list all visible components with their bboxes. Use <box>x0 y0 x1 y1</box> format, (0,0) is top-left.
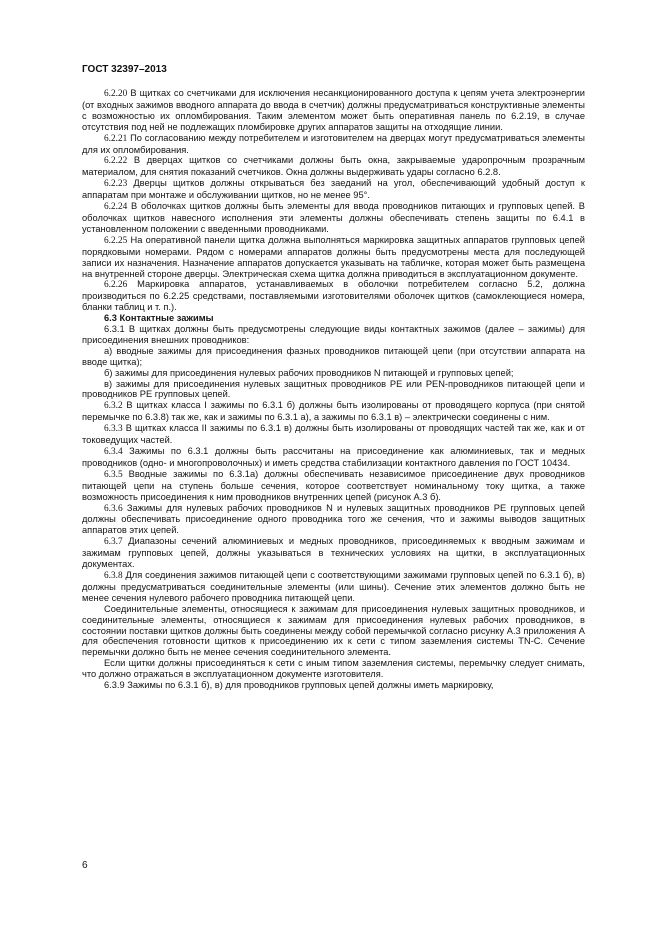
clause-number: 6.3.2 <box>104 401 123 412</box>
paragraph <box>82 279 585 313</box>
clause-number: 6.2.24 <box>104 202 128 213</box>
clause-number: 6.3.7 <box>104 537 123 548</box>
paragraph <box>82 536 585 570</box>
clause-number: 6.3.6 <box>104 503 123 514</box>
paragraph <box>82 604 585 659</box>
clause-number: 6.3.4 <box>104 447 123 457</box>
paragraph <box>82 469 585 503</box>
paragraph-text: Дверцы щитков должны открываться без заеданий на угол, обеспечивающий удобный доступ к аппаратам при монтаже и обслуживании щитков, но не менее 95°. <box>82 178 585 201</box>
document-header: ГОСТ 32397–2013 <box>82 64 167 75</box>
paragraph <box>82 133 585 156</box>
paragraph-text: Зажимы для нулевых рабочих проводников N и нулевых защитных проводников PE групповых цепей должны обеспечивать присоединение одного проводника того же сечения, что и зажимы выводов защитных аппаратов этих цепей. <box>82 502 585 536</box>
paragraph-text: Диапазоны сечений алюминиевых и медных проводников, присоединяемых к вводным зажимам и зажимам групповых цепей, должны указываться в технических условиях на щитки, в эксплуатационных документах. <box>82 536 585 570</box>
paragraph-text: в) зажимы для присоединения нулевых защитных проводников PE или PEN-проводников питающей цепи и проводников PE групповых цепей. <box>82 378 585 400</box>
paragraph <box>82 379 585 401</box>
clause-number: 6.2.25 <box>104 235 128 246</box>
paragraph <box>82 155 585 178</box>
clause-number: 6.2.26 <box>104 280 128 291</box>
paragraph-text: В щитках класса II зажимы по 6.3.1 в) должны быть изолированы от проводящих частей так же, как и от токоведущих частей. <box>82 423 585 446</box>
page-number: 6 <box>82 860 88 871</box>
paragraph <box>82 503 585 537</box>
paragraph-text: В дверцах щитков со счетчиками должны быть окна, закрываемые ударопрочным прозрачным материалом, для снятия показаний счетчиков. Окна должны выдерживать удары согласно 6.2.8. <box>82 155 585 178</box>
clause-number: 6.2.20 <box>104 89 128 99</box>
clause-number: 6.3.5 <box>104 469 123 480</box>
clause-number: 6.2.23 <box>104 179 128 190</box>
paragraph <box>82 88 585 133</box>
paragraph-text: Зажимы по 6.3.1 должны быть рассчитаны на присоединение как алюминиевых, так и медных проводников (одно- и многопроволочных) и иметь средства стабилизации контактного давления по ГОСТ 10434. <box>82 446 585 468</box>
clause-number: 6.2.22 <box>104 156 128 167</box>
paragraph <box>82 346 585 368</box>
paragraph-text: В щитках со счетчиками для исключения несанкционированного доступа к цепям учета электроэнергии (от входных зажимов вводного аппарата до ввода в счетчик) должны предусматриваться конструктивные элементы с возможностью их опломбирования. Таким элементом может быть оперативная панель по 6.2.19, в случае отсутствия под ней не подлежащих пломбировке других аппаратов защиты на отходящие линии. <box>82 88 585 132</box>
paragraph-text: Для соединения зажимов питающей цепи с соответствующими зажимами групповых цепей по 6.3.1 б), в) должны предусматриваться соединительные элементы (или шины). Сечение этих элементов должно быть не менее сечения нулевого рабочего проводника питающей цепи. <box>82 569 585 603</box>
clause-number: 6.2.21 <box>104 133 128 144</box>
paragraph <box>82 680 585 691</box>
paragraph <box>82 400 585 423</box>
paragraph-text: Вводные зажимы по 6.3.1а) должны обеспечивать независимое присоединение двух проводников питающей цепи на ступень больше сечения, которое соответствует номинальному току щитка, а также возможность присоединения к ним проводников внутренних цепей (рисунок А.3 б). <box>82 468 585 502</box>
paragraph <box>82 570 585 604</box>
paragraph-text: В оболочках щитков должны быть элементы для ввода проводников питающих и групповых цепей. В оболочках щитков навесного исполнения эти элементы должны обеспечивать степень защиты по 6.4.1 в установленном положении с введенными проводниками. <box>82 201 585 234</box>
paragraph <box>82 368 585 379</box>
paragraph <box>82 446 585 469</box>
section-heading <box>82 313 585 324</box>
paragraph-text: 6.3.9 Зажимы по 6.3.1 б), в) для проводников групповых цепей должны иметь маркировку, <box>104 680 494 691</box>
paragraph-text: б) зажимы для присоединения нулевых рабочих проводников N питающей и групповых цепей; <box>104 367 514 378</box>
paragraph-text: Если щитки должны присоединяться к сети с иным типом заземления системы, перемычку следует снимать, что должно отражаться в эксплуатационном документе изготовителя. <box>82 658 585 680</box>
paragraph-text: На оперативной панели щитка должна выполняться маркировка защитных аппаратов групповых цепей порядковыми номерами. Рядом с номерами аппаратов должны быть предусмотрены места для последующей записи их назначения. Назначение аппаратов допускается указывать на табличке, которая может быть размещена на внутренней стороне дверцы. Электрическая схема щитка должна приводиться в эксплуатационном документе. <box>82 234 585 279</box>
paragraph <box>82 178 585 201</box>
paragraph-text: Соединительные элементы, относящиеся к зажимам для присоединения нулевых защитных проводников, и соединительные элементы, относящиеся к зажимам для присоединения нулевых рабочих проводников, в состоянии поставки щитков должны быть соединены между собой перемычкой согласно рисунку А.3 приложения А для обеспечения готовности щитков к присоединению их к сети с типом заземления системы TN-C. Сечение перемычки должно быть не менее сечения соединительного элемента. <box>82 603 585 658</box>
document-body <box>82 88 585 691</box>
paragraph <box>82 324 585 346</box>
clause-number: 6.3.3 <box>104 424 123 435</box>
paragraph-text: 6.3 Контактные зажимы <box>104 313 214 324</box>
paragraph-text: Маркировка аппаратов, устанавливаемых в оболочки потребителем согласно 5.2, должна производиться по 6.2.25 средствами, поставляемыми изготовителями оболочек щитков (самоклеющиеся номера, бланки таблиц и т. п.). <box>82 279 585 313</box>
paragraph-text: В щитках класса I зажимы по 6.3.1 б) должны быть изолированы от проводящего корпуса (при снятой перемычке по 6.3.8) так же, как и зажимы по 6.3.1 а), а зажимы по 6.3.1 в) – электрически соединены с ним. <box>82 400 585 423</box>
paragraph-text: По согласованию между потребителем и изготовителем на дверцах могут предусматриваться элементы для их опломбирования. <box>82 132 585 155</box>
paragraph <box>82 423 585 446</box>
paragraph <box>82 201 585 235</box>
clause-number: 6.3.8 <box>104 570 123 581</box>
paragraph <box>82 658 585 680</box>
paragraph-text: 6.3.1 В щитках должны быть предусмотрены следующие виды контактных зажимов (далее – зажимы) для присоединения внешних проводников: <box>82 324 585 345</box>
paragraph-text: а) вводные зажимы для присоединения фазных проводников питающей цепи (при отсутствии аппарата на вводе щитка); <box>82 345 585 367</box>
paragraph <box>82 235 585 280</box>
